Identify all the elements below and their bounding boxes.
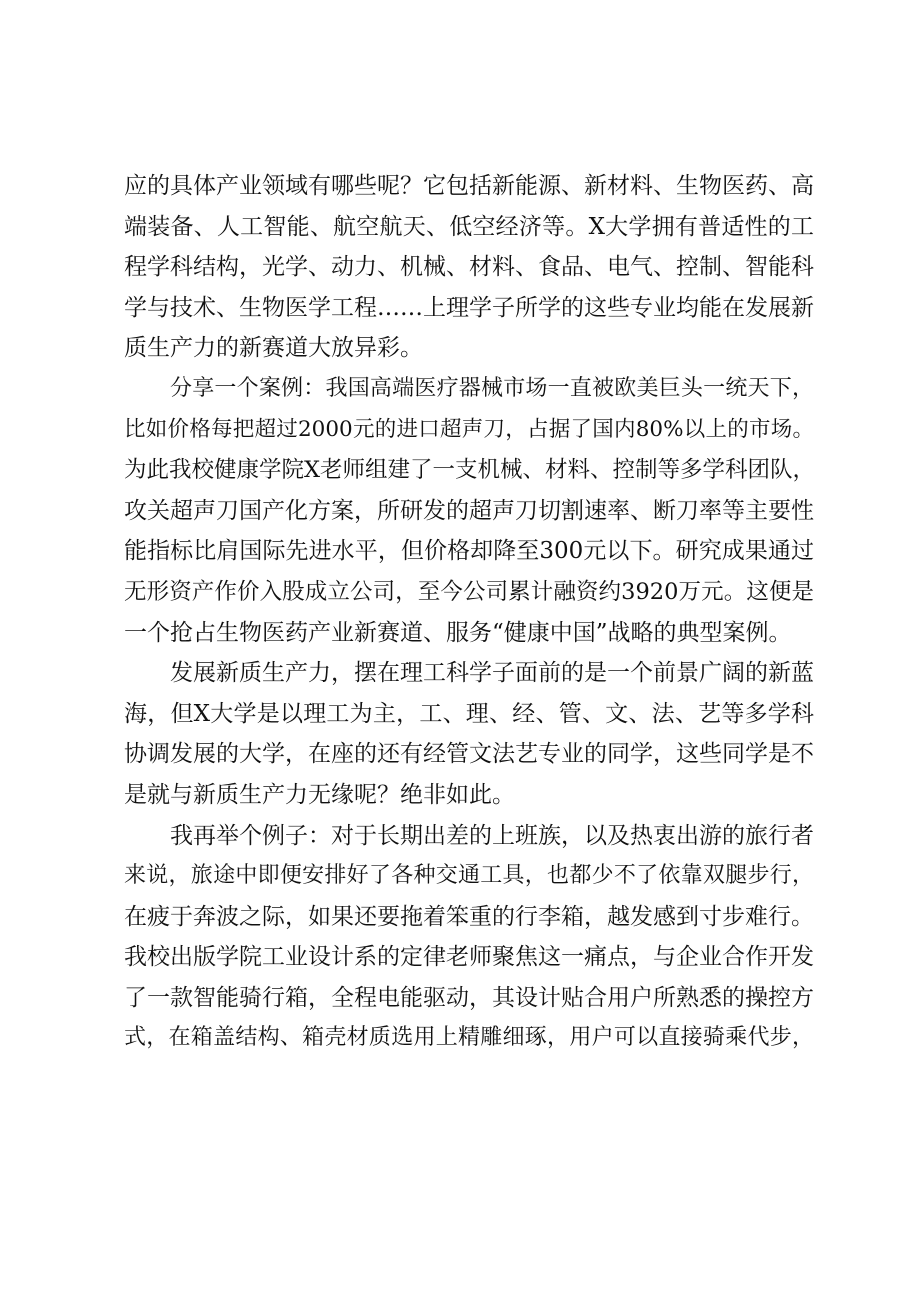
text-line: 为此我校健康学院X老师组建了一支机械、材料、控制等多学科团队，: [124, 457, 816, 484]
text-line: 式，在箱盖结构、箱壳材质选用上精雕细琢，用户可以直接骑乘代步，: [124, 1025, 814, 1051]
text-line: 分享一个案例：我国高端医疗器械市场一直被欧美巨头一统天下，: [170, 375, 814, 401]
text-line: 我校出版学院工业设计系的定律老师聚焦这一痛点，与企业合作开发: [124, 944, 814, 971]
document-body: [124, 166, 814, 1059]
text-line: 了一款智能骑行箱，全程电能驱动，其设计贴合用户所熟悉的操控方: [124, 984, 814, 1011]
text-line: 来说，旅途中即便安排好了各种交通工具，也都少不了依靠双腿步行，: [124, 863, 814, 889]
text-line: 质生产力的新赛道大放异彩。: [124, 335, 423, 362]
text-line: 一个抢占生物医药产业新赛道、服务“健康中国”战略的典型案例。: [124, 619, 792, 646]
text-line: 协调发展的大学，在座的还有经管文法艺专业的同学，这些同学是不: [124, 741, 814, 768]
text-line: 攻关超声刀国产化方案，所研发的超声刀切割速率、断刀率等主要性: [124, 497, 814, 524]
text-line: 应的具体产业领域有哪些呢？它包括新能源、新材料、生物医药、高: [124, 173, 814, 199]
text-line: 发展新质生产力，摆在理工科学子面前的是一个前景广阔的新蓝: [170, 660, 814, 687]
text-line: 无形资产作价入股成立公司，至今公司累计融资约3920万元。这便是: [124, 578, 814, 605]
text-line: 程学科结构，光学、动力、机械、材料、食品、电气、控制、智能科: [124, 254, 814, 281]
text-line: 海，但X大学是以理工为主，工、理、经、管、文、法、艺等多学科: [124, 700, 814, 727]
text-line: 能指标比肩国际先进水平，但价格却降至300元以下。研究成果通过: [124, 538, 814, 565]
text-line: 是就与新质生产力无缘呢？绝非如此。: [124, 781, 515, 808]
text-line: 比如价格每把超过2000元的进口超声刀，占据了国内80%以上的市场。: [124, 416, 814, 442]
text-line: 在疲于奔波之际，如果还要拖着笨重的行李箱，越发感到寸步难行。: [124, 903, 814, 930]
text-line: 学与技术、生物医学工程……上理学子所学的这些专业均能在发展新: [124, 294, 814, 321]
text-line: 我再举个例子：对于长期出差的上班族，以及热衷出游的旅行者: [170, 822, 814, 849]
text-line: 端装备、人工智能、航空航天、低空经济等。X大学拥有普适性的工: [124, 213, 814, 240]
